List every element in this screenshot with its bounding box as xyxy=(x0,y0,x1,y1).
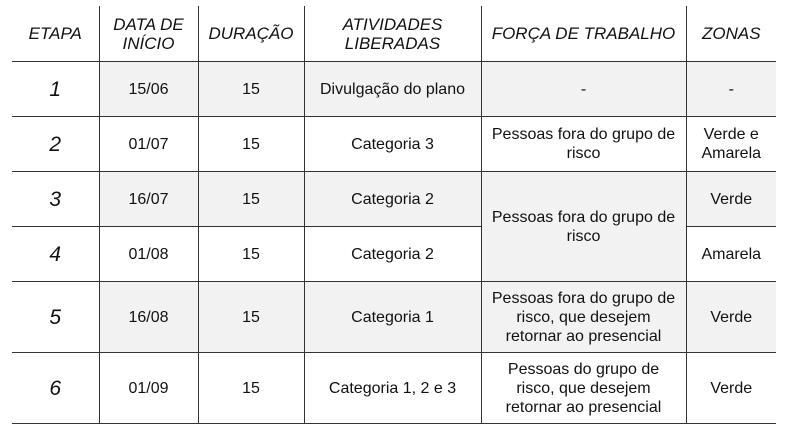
cell-data: 15/06 xyxy=(99,62,198,117)
cell-atividades: Categoria 2 xyxy=(304,227,481,282)
cell-zonas: Verde xyxy=(686,282,776,353)
cell-forca: - xyxy=(481,62,686,117)
header-zonas: ZONAS xyxy=(686,6,776,62)
table-row xyxy=(12,282,776,353)
table-row xyxy=(12,117,776,172)
cell-zonas: - xyxy=(686,62,776,117)
cell-data: 16/07 xyxy=(99,172,198,227)
cell-zonas: Verde e Amarela xyxy=(686,117,776,172)
cell-duracao: 15 xyxy=(198,227,304,282)
header-duracao: DURAÇÃO xyxy=(198,6,304,62)
cell-etapa: 5 xyxy=(12,282,99,353)
cell-atividades: Categoria 1 xyxy=(304,282,481,353)
cell-duracao: 15 xyxy=(198,353,304,424)
cell-duracao: 15 xyxy=(198,62,304,117)
cell-duracao: 15 xyxy=(198,172,304,227)
cell-forca: Pessoas fora do grupo de risco xyxy=(481,117,686,172)
cell-etapa: 2 xyxy=(12,117,99,172)
cell-data: 16/08 xyxy=(99,282,198,353)
cell-zonas: Verde xyxy=(686,172,776,227)
table-row xyxy=(12,172,776,227)
cell-etapa: 1 xyxy=(12,62,99,117)
cell-etapa: 3 xyxy=(12,172,99,227)
cell-atividades: Divulgação do plano xyxy=(304,62,481,117)
cell-forca: Pessoas do grupo de risco, que desejem retornar ao presencial xyxy=(481,353,686,424)
cell-atividades: Categoria 1, 2 e 3 xyxy=(304,353,481,424)
cell-zonas: Amarela xyxy=(686,227,776,282)
cell-duracao: 15 xyxy=(198,117,304,172)
plan-table xyxy=(12,6,776,424)
cell-duracao: 15 xyxy=(198,282,304,353)
table-row xyxy=(12,353,776,424)
header-etapa: ETAPA xyxy=(12,6,99,62)
cell-data: 01/08 xyxy=(99,227,198,282)
cell-atividades: Categoria 2 xyxy=(304,172,481,227)
cell-etapa: 4 xyxy=(12,227,99,282)
cell-data: 01/09 xyxy=(99,353,198,424)
cell-forca: Pessoas fora do grupo de risco, que desejem retornar ao presencial xyxy=(481,282,686,353)
header-forca: FORÇA DE TRABALHO xyxy=(481,6,686,62)
cell-atividades: Categoria 3 xyxy=(304,117,481,172)
header-row xyxy=(12,6,776,62)
cell-data: 01/07 xyxy=(99,117,198,172)
cell-forca-merged: Pessoas fora do grupo de risco xyxy=(481,172,686,282)
cell-etapa: 6 xyxy=(12,353,99,424)
header-data-inicio: DATA DE INÍCIO xyxy=(99,6,198,62)
header-atividades: ATIVIDADES LIBERADAS xyxy=(304,6,481,62)
cell-zonas: Verde xyxy=(686,353,776,424)
table-row xyxy=(12,62,776,117)
